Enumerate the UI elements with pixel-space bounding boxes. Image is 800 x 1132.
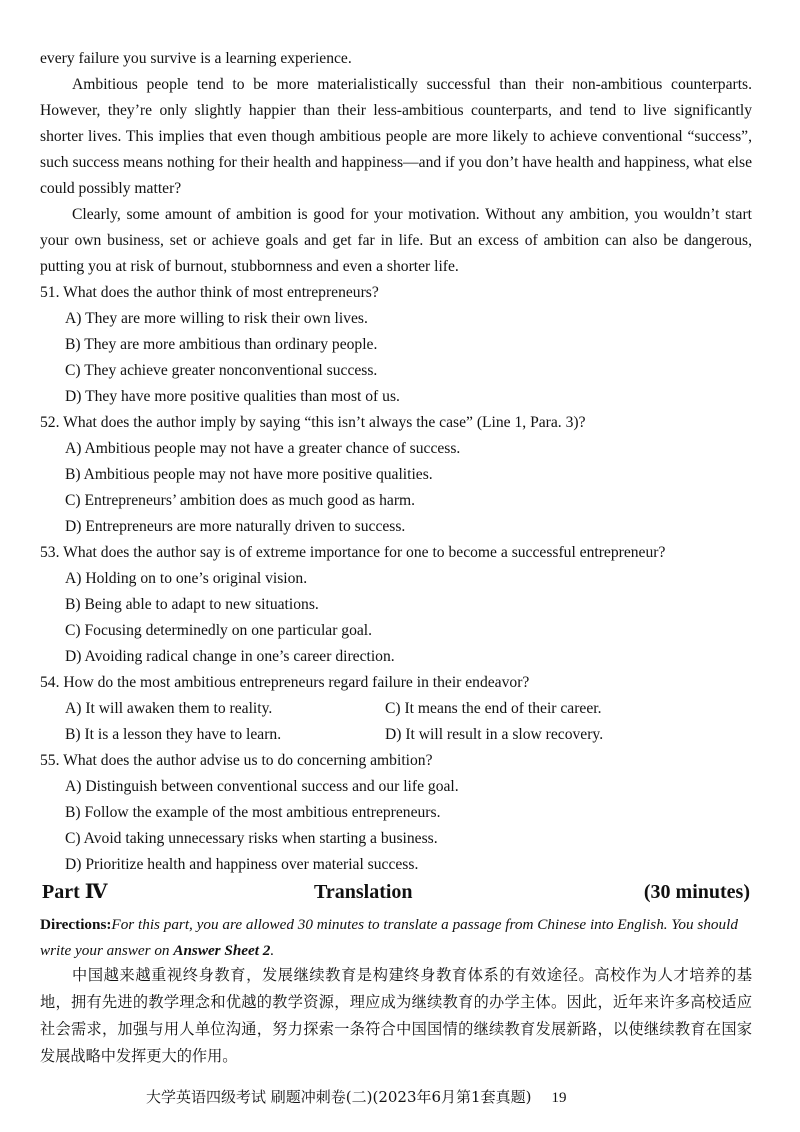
part-label: Part Ⅳ: [42, 881, 108, 903]
option-d: D) It will result in a slow recovery.: [385, 726, 604, 743]
passage-paragraph: Clearly, some amount of ambition is good for your motivation. Without any ambition, you wouldn’t start your own business, set or achieve goals and get far in life. But an excess of ambition can also be dangerous, putting you at risk of burnout, stubbornness and even a shorter life.: [40, 206, 752, 275]
option-d: D) Entrepreneurs are more naturally driven to success.: [65, 518, 406, 535]
part-title: Translation: [314, 881, 413, 903]
option-d: D) Prioritize health and happiness over material success.: [65, 856, 419, 873]
question-stem: 53. What does the author say is of extreme importance for one to become a successful entrepreneur?: [40, 544, 666, 561]
question-55: [40, 748, 752, 878]
option-a: A) Ambitious people may not have a greater chance of success.: [65, 440, 461, 457]
page-footer: [146, 1086, 566, 1107]
options-row: [40, 722, 752, 748]
option-b: B) Being able to adapt to new situations.: [65, 596, 319, 613]
option-b: B) It is a lesson they have to learn.: [65, 726, 282, 743]
passage-continuation-line: every failure you survive is a learning experience.: [40, 50, 352, 67]
passage-paragraph: Ambitious people tend to be more materialistically successful than their non-ambitious counterparts. However, they’re only slightly happier than their less-ambitious counterparts, and tend to live significantly shorter lives. This implies that even though ambitious people are more likely to achieve conventional “success”, such success means nothing for their health and happiness—and if you don’t have health and happiness, what else could possibly matter?: [40, 76, 752, 197]
page-number: 19: [551, 1090, 567, 1106]
directions-end: .: [270, 942, 275, 959]
directions-label: Directions:: [40, 916, 112, 933]
option-b: B) Follow the example of the most ambitious entrepreneurs.: [65, 804, 441, 821]
passage-and-questions: [40, 72, 752, 878]
option-b: B) Ambitious people may not have more positive qualities.: [65, 466, 433, 483]
option-a: A) It will awaken them to reality.: [65, 700, 273, 717]
question-stem: 51. What does the author think of most entrepreneurs?: [40, 284, 379, 301]
question-51: [40, 280, 752, 410]
part-heading: [42, 877, 750, 907]
part-time: (30 minutes): [643, 881, 750, 903]
question-54: [40, 670, 752, 748]
question-52: [40, 410, 752, 540]
option-c: C) Avoid taking unnecessary risks when starting a business.: [65, 830, 438, 847]
chinese-passage: 中国越来越重视终身教育，发展继续教育是构建终身教育体系的有效途径。高校作为人才培养的基地，拥有先进的教学理念和优越的教学资源，理应成为继续教育的办学主体。因此，近年来许多高校适应社会需求，加强与用人单位沟通，努力探索一条符合中国国情的继续教育发展新路，以使继续教育在国家发展战略中发挥更大的作用。: [40, 966, 752, 1065]
answer-sheet-ref: Answer Sheet 2: [173, 942, 271, 959]
question-stem: 55. What does the author advise us to do concerning ambition?: [40, 752, 433, 769]
directions: [40, 912, 752, 964]
option-d: D) Avoiding radical change in one’s career direction.: [65, 648, 395, 665]
option-d: D) They have more positive qualities than most of us.: [65, 388, 400, 405]
option-c: C) It means the end of their career.: [385, 700, 602, 717]
option-b: B) They are more ambitious than ordinary people.: [65, 336, 378, 353]
option-c: C) Focusing determinedly on one particular goal.: [65, 622, 373, 639]
question-stem: 52. What does the author imply by saying “this isn’t always the case” (Line 1, Para. 3)?: [40, 414, 586, 431]
footer-title: 大学英语四级考试 刷题冲刺卷(二)(2023年6月第1套真题): [146, 1088, 532, 1106]
directions-text: For this part, you are allowed 30 minutes to translate a passage from Chinese into English. You should write your answer on: [40, 916, 738, 959]
option-a: A) They are more willing to risk their own lives.: [65, 310, 368, 327]
option-c: C) They achieve greater nonconventional success.: [65, 362, 378, 379]
option-c: C) Entrepreneurs’ ambition does as much good as harm.: [65, 492, 416, 509]
option-a: A) Holding on to one’s original vision.: [65, 570, 308, 587]
question-stem: 54. How do the most ambitious entrepreneurs regard failure in their endeavor?: [40, 674, 530, 691]
options-row: [40, 696, 752, 722]
option-a: A) Distinguish between conventional success and our life goal.: [65, 778, 459, 795]
question-53: [40, 540, 752, 670]
